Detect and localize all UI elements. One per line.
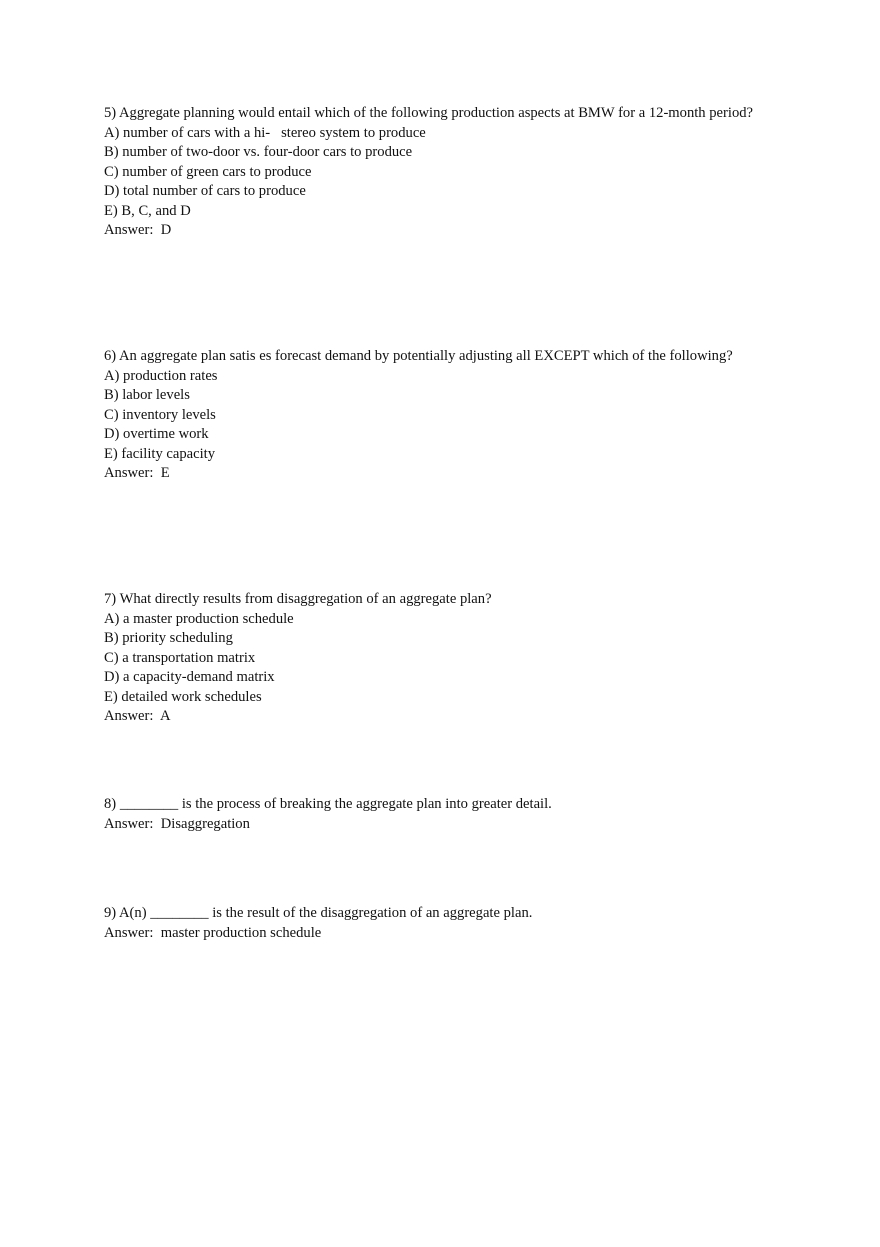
option-a: A) a master production schedule xyxy=(104,610,294,627)
question-text xyxy=(104,795,784,815)
answer: Answer: A xyxy=(104,708,171,724)
question-body: A(n) ________ is the result of the disaggregation of an aggregate plan. xyxy=(119,905,533,921)
option-a: A) number of cars with a hi- stereo system to produce xyxy=(104,124,426,141)
option-c: C) inventory levels xyxy=(104,406,216,423)
answer: Answer: master production schedule xyxy=(104,924,322,941)
question-body: ________ is the process of breaking the aggregate plan into greater detail. xyxy=(119,796,552,812)
question-number: 7) xyxy=(104,591,117,607)
question-number: 8) xyxy=(104,796,117,812)
question-body: An aggregate plan satis es forecast demand by potentially adjusting all EXCEPT which of the following? xyxy=(119,348,733,364)
option-e: E) detailed work schedules xyxy=(104,688,262,705)
question-number: 5) xyxy=(104,105,117,121)
question-text xyxy=(104,904,784,924)
question-9 xyxy=(104,904,784,943)
option-d: D) total number of cars to produce xyxy=(104,183,306,199)
answer: Answer: D xyxy=(104,222,172,238)
option-a: A) production rates xyxy=(104,367,218,384)
question-body: What directly results from disaggregation of an aggregate plan? xyxy=(119,591,492,607)
option-b: B) number of two-door vs. four-door cars to produce xyxy=(104,144,413,160)
option-d: D) overtime work xyxy=(104,426,209,442)
question-5 xyxy=(104,104,784,241)
option-b: B) labor levels xyxy=(104,387,190,403)
question-body: Aggregate planning would entail which of the following production aspects at BMW for a 12-month period? xyxy=(119,105,754,121)
option-c: C) number of green cars to produce xyxy=(104,163,312,180)
question-8 xyxy=(104,795,784,834)
answer: Answer: Disaggregation xyxy=(104,815,250,832)
question-text xyxy=(104,590,784,610)
option-e: E) B, C, and D xyxy=(104,202,191,219)
question-number: 9) xyxy=(104,905,117,921)
option-b: B) priority scheduling xyxy=(104,630,233,646)
option-c: C) a transportation matrix xyxy=(104,649,256,666)
question-6 xyxy=(104,347,784,484)
question-text xyxy=(104,347,784,367)
answer: Answer: E xyxy=(104,465,170,481)
option-e: E) facility capacity xyxy=(104,445,216,462)
question-number: 6) xyxy=(104,348,117,364)
question-text xyxy=(104,104,784,124)
question-7 xyxy=(104,590,784,727)
option-d: D) a capacity-demand matrix xyxy=(104,669,275,685)
